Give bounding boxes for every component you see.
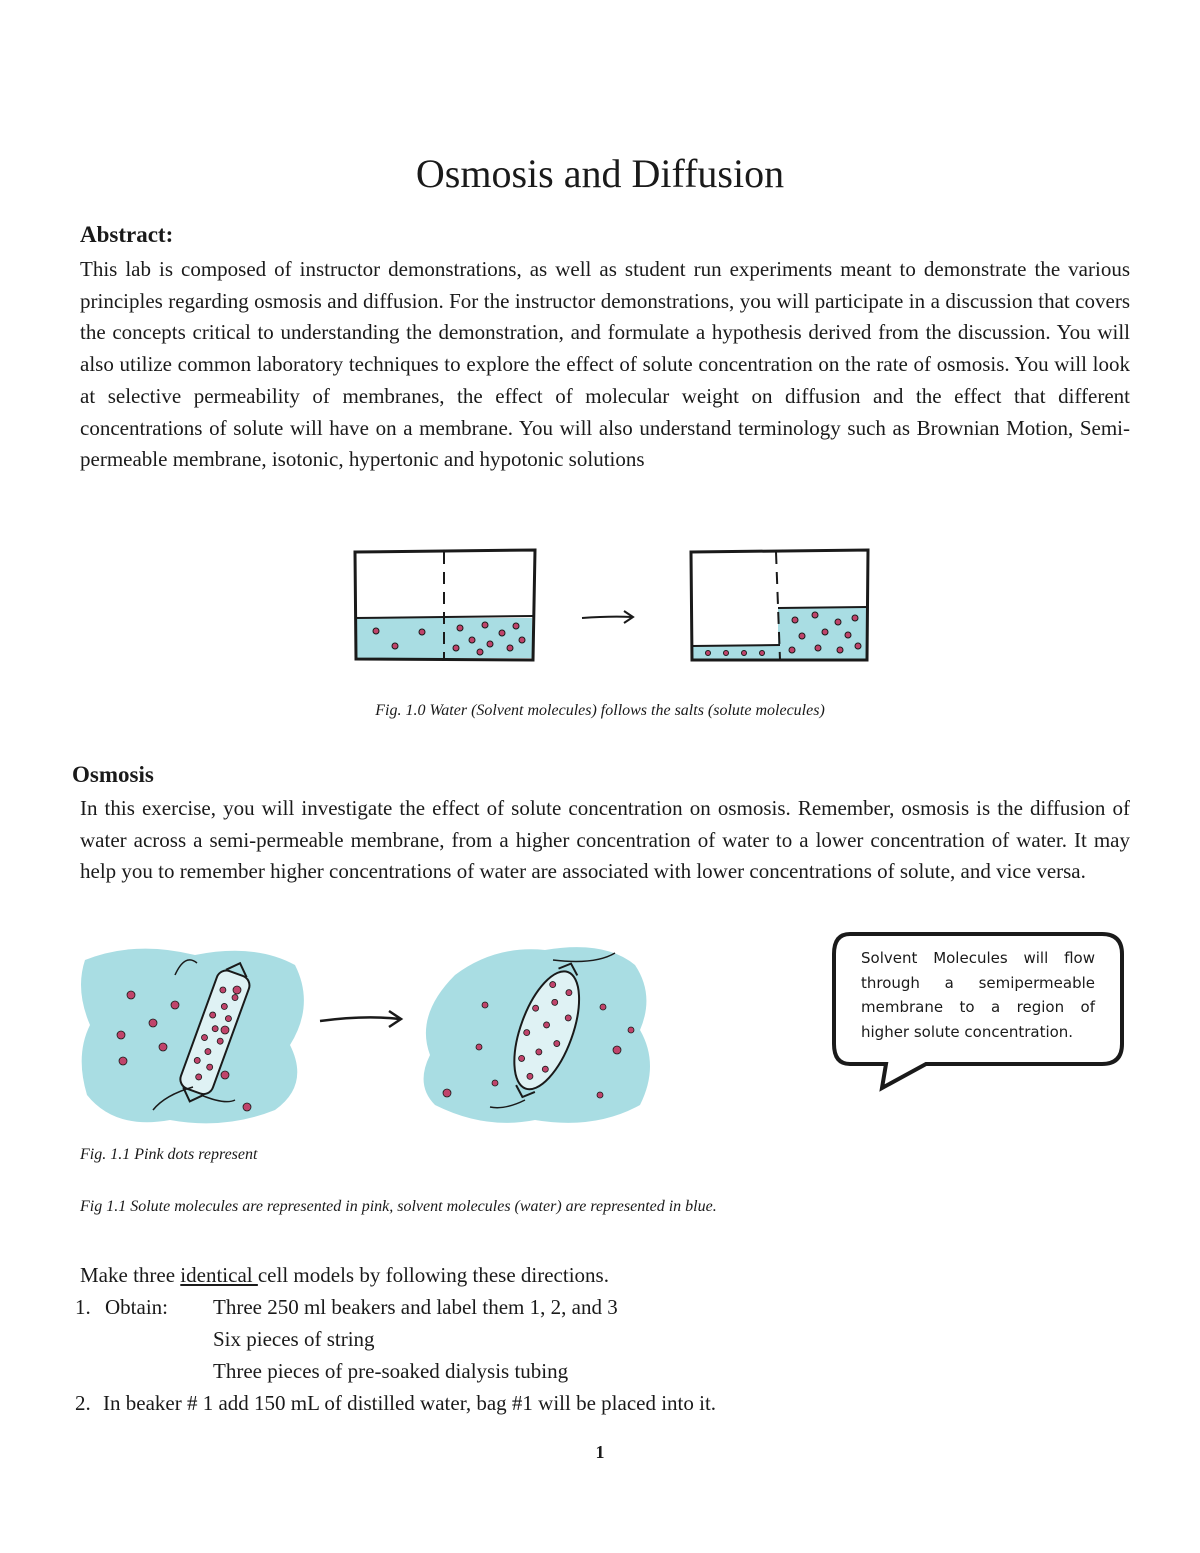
figure-1-0 [340,540,880,670]
cell-before [81,949,304,1124]
arrow-osmosis [320,1011,401,1027]
figure-1-1 [75,935,675,1135]
figure-1-1-caption-short: Fig. 1.1 Pink dots represent [80,1146,258,1163]
page-number: 1 [595,1442,605,1462]
directions-intro-underlined: identical [180,1263,258,1287]
container-before [355,550,535,660]
directions-intro-end: cell models by following these directions. [257,1263,609,1287]
figure-1-0-caption: Fig. 1.0 Water (Solvent molecules) follows the salts (solute molecules) [375,702,825,719]
arrow-right [582,611,633,623]
cell-after [424,947,650,1123]
step-1-item: Six pieces of string [213,1327,375,1351]
step-2-text: In beaker # 1 add 150 mL of distilled water, bag #1 will be placed into it. [103,1391,717,1415]
step-1-label: Obtain: [105,1295,168,1319]
directions-intro-start: Make three [80,1263,181,1287]
water-blob-left [81,949,304,1124]
osmosis-body: In this exercise, you will investigate the effect of solute concentration on osmosis. Remember, osmosis is the diffusion of water across a semi-permeable membrane, from a higher concentration of water to a lower concentration of water. It may help you to remember higher concentrations of water are associated with lower concentrations of solute, and vice versa. [80,796,1130,884]
step-1-item: Three pieces of pre-soaked dialysis tubing [213,1359,569,1383]
step-1-item: Three 250 ml beakers and label them 1, 2, and 3 [213,1295,618,1319]
speech-bubble-text: Solvent Molecules will flow through a semipermeable membrane to a region of higher solute concentration. [861,949,1095,1041]
container-after [691,550,868,660]
figure-1-1-caption: Fig 1.1 Solute molecules are represented in pink, solvent molecules (water) are represented in blue. [80,1198,717,1215]
osmosis-heading: Osmosis [72,762,154,787]
abstract-heading: Abstract: [80,222,174,247]
step-2-number: 2. [75,1391,91,1415]
step-1-number: 1. [75,1295,91,1319]
directions-intro [80,1259,609,1291]
page-title: Osmosis and Diffusion [415,151,785,196]
abstract-body: This lab is composed of instructor demonstrations, as well as student run experiments meant to demonstrate the various principles regarding osmosis and diffusion. For the instructor demonstrations, you will participate in a discussion that covers the concepts critical to understanding the demonstration, and formulate a hypothesis derived from the discussion. You will also utilize common laboratory techniques to explore the effect of solute concentration on the rate of osmosis. You will look at selective permeability of membranes, the effect of molecular weight on diffusion and the effect that different concentrations of solute will have on a membrane. You will also understand terminology such as Brownian Motion, Semi-permeable membrane, isotonic, hypertonic and hypotonic solutions [80,257,1130,472]
